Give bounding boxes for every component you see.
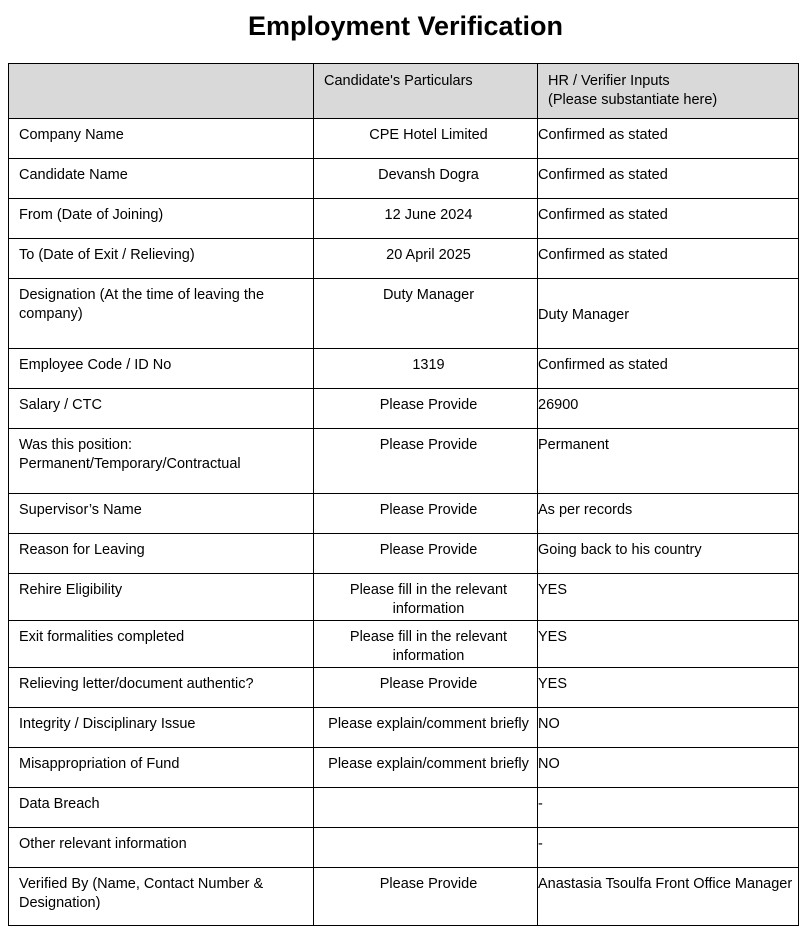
candidate-value: Please Provide	[314, 494, 538, 534]
candidate-value: Please fill in the relevant information	[314, 621, 538, 668]
table-row	[9, 159, 799, 199]
candidate-value: 12 June 2024	[314, 199, 538, 239]
verifier-value: NO	[538, 748, 799, 788]
table-row	[9, 349, 799, 389]
table-row	[9, 199, 799, 239]
table-row	[9, 574, 799, 621]
field-label: From (Date of Joining)	[9, 199, 314, 239]
field-label: Rehire Eligibility	[9, 574, 314, 621]
verifier-value: Confirmed as stated	[538, 349, 799, 389]
candidate-value: CPE Hotel Limited	[314, 119, 538, 159]
table-row	[9, 389, 799, 429]
candidate-value: Please explain/comment briefly	[314, 708, 538, 748]
candidate-value: Please Provide	[314, 668, 538, 708]
verifier-value: Confirmed as stated	[538, 119, 799, 159]
table-row	[9, 668, 799, 708]
table-row	[9, 788, 799, 828]
verifier-value: YES	[538, 621, 799, 668]
verifier-value: -	[538, 788, 799, 828]
candidate-value: Duty Manager	[314, 279, 538, 349]
candidate-value: Please fill in the relevant information	[314, 574, 538, 621]
candidate-value	[314, 828, 538, 868]
table-row	[9, 708, 799, 748]
table-row	[9, 534, 799, 574]
verifier-value: As per records	[538, 494, 799, 534]
header-verifier-line2: (Please substantiate here)	[548, 92, 718, 108]
field-label: Exit formalities completed	[9, 621, 314, 668]
table-row	[9, 429, 799, 494]
candidate-value: Please Provide	[314, 534, 538, 574]
verifier-value	[538, 279, 799, 349]
table-row	[9, 494, 799, 534]
verifier-value: NO	[538, 708, 799, 748]
field-label: Was this position: Permanent/Temporary/Contractual	[9, 429, 314, 494]
table-row	[9, 828, 799, 868]
field-label: Relieving letter/document authentic?	[9, 668, 314, 708]
field-label: Salary / CTC	[9, 389, 314, 429]
candidate-value: Please Provide	[314, 429, 538, 494]
verifier-value: Confirmed as stated	[538, 239, 799, 279]
header-verifier	[538, 64, 799, 119]
field-label: Company Name	[9, 119, 314, 159]
table-row	[9, 868, 799, 926]
candidate-value: 1319	[314, 349, 538, 389]
field-label: Integrity / Disciplinary Issue	[9, 708, 314, 748]
field-label: Misappropriation of Fund	[9, 748, 314, 788]
verifier-value: Permanent	[538, 429, 799, 494]
field-label: Data Breach	[9, 788, 314, 828]
candidate-value	[314, 788, 538, 828]
field-label: Candidate Name	[9, 159, 314, 199]
header-verifier-line1: HR / Verifier Inputs	[548, 73, 670, 89]
field-label: Designation (At the time of leaving the company)	[9, 279, 314, 349]
verifier-value: 26900	[538, 389, 799, 429]
table-row	[9, 279, 799, 349]
field-label: Verified By (Name, Contact Number & Designation)	[9, 868, 314, 926]
verification-table	[8, 63, 799, 926]
candidate-value: 20 April 2025	[314, 239, 538, 279]
table-header-row	[9, 64, 799, 119]
field-label: Reason for Leaving	[9, 534, 314, 574]
candidate-value: Devansh Dogra	[314, 159, 538, 199]
table-row	[9, 239, 799, 279]
verifier-value: Confirmed as stated	[538, 199, 799, 239]
field-label: Supervisor’s Name	[9, 494, 314, 534]
field-label: Other relevant information	[9, 828, 314, 868]
table-row	[9, 748, 799, 788]
candidate-value: Please explain/comment briefly	[314, 748, 538, 788]
verifier-value: YES	[538, 668, 799, 708]
page-title: Employment Verification	[247, 11, 564, 41]
table-row	[9, 119, 799, 159]
field-label: To (Date of Exit / Relieving)	[9, 239, 314, 279]
header-field	[9, 64, 314, 119]
verifier-value: Confirmed as stated	[538, 159, 799, 199]
header-candidate: Candidate's Particulars	[314, 64, 538, 119]
verifier-value: -	[538, 828, 799, 868]
candidate-value: Please Provide	[314, 868, 538, 926]
verifier-value: Going back to his country	[538, 534, 799, 574]
verifier-value-text: Duty Manager	[538, 307, 630, 323]
candidate-value: Please Provide	[314, 389, 538, 429]
field-label: Employee Code / ID No	[9, 349, 314, 389]
verifier-value: YES	[538, 574, 799, 621]
table-row	[9, 621, 799, 668]
verifier-value: Anastasia Tsoulfa Front Office Manager	[538, 868, 799, 926]
